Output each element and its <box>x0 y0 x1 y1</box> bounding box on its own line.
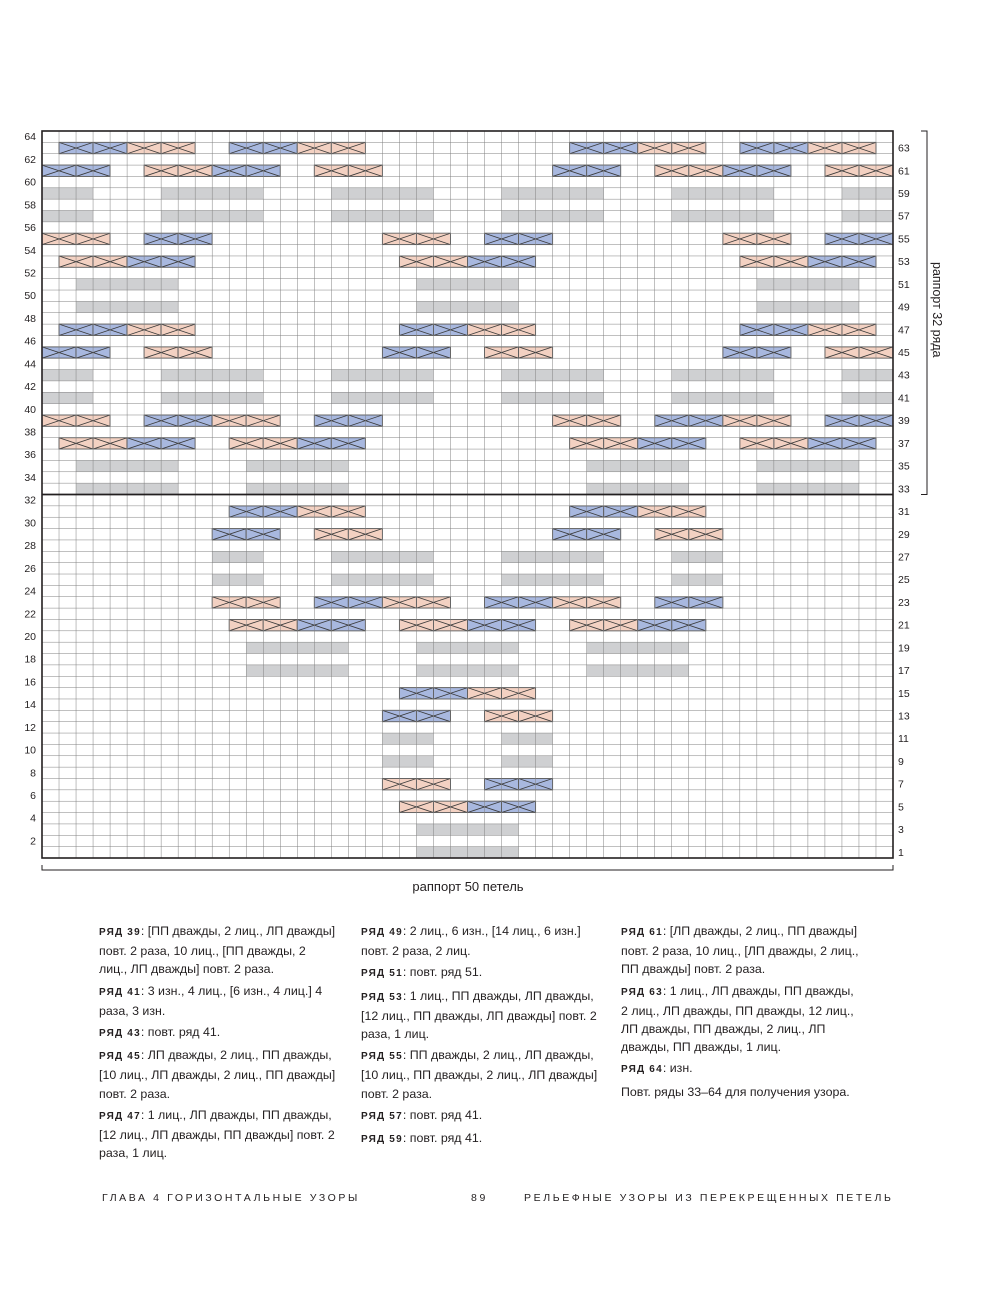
row-repeat-bracket <box>921 131 927 495</box>
stitch-repeat-bracket <box>42 865 893 870</box>
row-label-right: 7 <box>898 778 904 791</box>
row-label-right: 55 <box>898 233 910 246</box>
row-label-left: 44 <box>24 358 36 371</box>
instruction-row: РЯД 51: повт. ряд 51. <box>361 965 483 980</box>
row-label-left: 42 <box>24 381 36 394</box>
row-label-right: 47 <box>898 324 910 337</box>
row-label-right: 45 <box>898 347 910 360</box>
row-label-right: 13 <box>898 710 910 723</box>
purl-stitch <box>42 211 93 222</box>
purl-stitch <box>212 551 263 562</box>
footer-section: РЕЛЬЕФНЫЕ УЗОРЫ ИЗ ПЕРЕКРЕЩЕННЫХ ПЕТЕЛЬ <box>524 1192 894 1204</box>
row-label-left: 10 <box>24 744 36 757</box>
instruction-row: РЯД 41: 3 изн., 4 лиц., [6 изн., 4 лиц.] 4 раза, 3 изн. <box>99 983 323 1018</box>
stitch-repeat-label: раппорт 50 петель <box>412 879 524 894</box>
instruction-row: РЯД 55: ПП дважды, 2 лиц., ЛП дважды, [10 лиц., ПП дважды, 2 лиц., ЛП дважды] повт. 2 раза. <box>361 1048 598 1101</box>
row-label-right: 35 <box>898 460 910 473</box>
row-label-right: 31 <box>898 506 910 519</box>
row-label-left: 34 <box>24 471 36 484</box>
row-label-left: 50 <box>24 290 36 303</box>
row-label-right: 11 <box>898 733 909 746</box>
footer-chapter: ГЛАВА 4 ГОРИЗОНТАЛЬНЫЕ УЗОРЫ <box>102 1192 360 1204</box>
row-label-left: 14 <box>24 699 36 712</box>
row-label-left: 58 <box>24 199 36 212</box>
row-label-right: 21 <box>898 619 910 632</box>
row-repeat-label: раппорт 32 ряда <box>930 262 944 358</box>
purl-stitch <box>842 370 893 381</box>
purl-stitch <box>42 392 93 403</box>
row-label-left: 24 <box>24 585 36 598</box>
row-label-right: 19 <box>898 642 910 655</box>
row-label-right: 63 <box>898 142 910 155</box>
purl-stitch <box>842 392 893 403</box>
row-label-left: 20 <box>24 630 36 643</box>
row-label-left: 12 <box>24 721 36 734</box>
purl-stitch <box>382 733 433 744</box>
instruction-row: РЯД 45: ЛП дважды, 2 лиц., ПП дважды, [10 лиц., ЛП дважды, 2 лиц., ПП дважды] повт. 2 раза. <box>99 1048 336 1101</box>
purl-stitch <box>42 188 93 199</box>
row-label-left: 38 <box>24 426 36 439</box>
instruction-row: РЯД 59: повт. ряд 41. <box>361 1131 483 1146</box>
purl-stitch <box>502 733 553 744</box>
instruction-row: РЯД 53: 1 лиц., ПП дважды, ЛП дважды, [12 лиц., ПП дважды, ЛП дважды] повт. 2 раза, 1 лиц. <box>361 988 597 1042</box>
row-label-right: 61 <box>898 165 910 178</box>
row-label-right: 9 <box>898 755 904 768</box>
row-label-right: 1 <box>898 846 904 859</box>
instruction-row: РЯД 63: 1 лиц., ЛП дважды, ПП дважды, 2 лиц., ЛП дважды, ПП дважды, 12 лиц., ЛП дважды, ПП дважды, 2 лиц., ЛП дважды, ПП дважды, 1 лиц. <box>621 983 854 1055</box>
row-label-right: 57 <box>898 210 910 223</box>
row-label-right: 5 <box>898 801 904 814</box>
instructions-column-3 <box>621 922 859 1104</box>
row-label-right: 3 <box>898 824 904 837</box>
purl-stitch <box>502 756 553 767</box>
instruction-row: РЯД 64: изн. <box>621 1061 693 1076</box>
purl-stitch <box>672 574 723 585</box>
instruction-row: РЯД 43: повт. ряд 41. <box>99 1025 221 1040</box>
row-label-right: 41 <box>898 392 910 405</box>
row-label-right: 37 <box>898 437 910 450</box>
row-label-left: 30 <box>24 517 36 530</box>
instruction-row: РЯД 61: [ЛП дважды, 2 лиц., ПП дважды] повт. 2 раза, 10 лиц., [ЛП дважды, 2 лиц., ПП дважды] повт. 2 раза. <box>621 924 859 977</box>
row-label-left: 6 <box>30 790 36 803</box>
row-label-left: 64 <box>24 131 36 144</box>
instructions-column-2 <box>361 922 599 1152</box>
row-label-left: 62 <box>24 153 36 166</box>
row-label-left: 4 <box>30 812 36 825</box>
row-label-right: 43 <box>898 369 910 382</box>
row-label-right: 59 <box>898 187 910 200</box>
row-label-right: 33 <box>898 483 910 496</box>
row-label-left: 26 <box>24 562 36 575</box>
purl-stitch <box>42 370 93 381</box>
row-label-left: 22 <box>24 608 36 621</box>
footer-page-number: 89 <box>471 1192 488 1204</box>
row-label-right: 15 <box>898 687 910 700</box>
row-label-right: 53 <box>898 256 910 269</box>
row-label-right: 39 <box>898 415 910 428</box>
row-label-right: 51 <box>898 278 910 291</box>
row-label-left: 32 <box>24 494 36 507</box>
purl-stitch <box>672 551 723 562</box>
row-label-right: 29 <box>898 528 910 541</box>
instruction-row: РЯД 57: повт. ряд 41. <box>361 1107 483 1122</box>
row-label-left: 28 <box>24 540 36 553</box>
row-label-left: 52 <box>24 267 36 280</box>
instruction-row: РЯД 49: 2 лиц., 6 изн., [14 лиц., 6 изн.] повт. 2 раза, 2 лиц. <box>361 924 581 959</box>
row-label-left: 46 <box>24 335 36 348</box>
row-label-right: 25 <box>898 574 910 587</box>
row-label-right: 27 <box>898 551 910 564</box>
row-label-left: 48 <box>24 312 36 325</box>
row-label-left: 60 <box>24 176 36 189</box>
instruction-note: Повт. ряды 33–64 для получения узора. <box>621 1084 850 1099</box>
row-label-left: 2 <box>30 835 36 848</box>
purl-stitch <box>212 574 263 585</box>
row-label-left: 8 <box>30 767 36 780</box>
instructions-column-1 <box>99 922 337 1165</box>
row-label-left: 56 <box>24 222 36 235</box>
purl-stitch <box>382 756 433 767</box>
row-label-left: 54 <box>24 244 36 257</box>
row-label-right: 17 <box>898 665 910 678</box>
row-label-left: 40 <box>24 403 36 416</box>
instruction-row: РЯД 39: [ПП дважды, 2 лиц., ЛП дважды] повт. 2 раза, 10 лиц., [ПП дважды, 2 лиц., ЛП дважды] повт. 2 раза. <box>99 924 336 977</box>
row-label-right: 23 <box>898 596 910 609</box>
row-label-right: 49 <box>898 301 910 314</box>
purl-stitch <box>842 188 893 199</box>
row-label-left: 36 <box>24 449 36 462</box>
instruction-row: РЯД 47: 1 лиц., ЛП дважды, ПП дважды, [12 лиц., ЛП дважды, ПП дважды] повт. 2 раза, 1 лиц. <box>99 1107 335 1161</box>
row-label-left: 16 <box>24 676 36 689</box>
purl-stitch <box>842 211 893 222</box>
row-label-left: 18 <box>24 653 36 666</box>
